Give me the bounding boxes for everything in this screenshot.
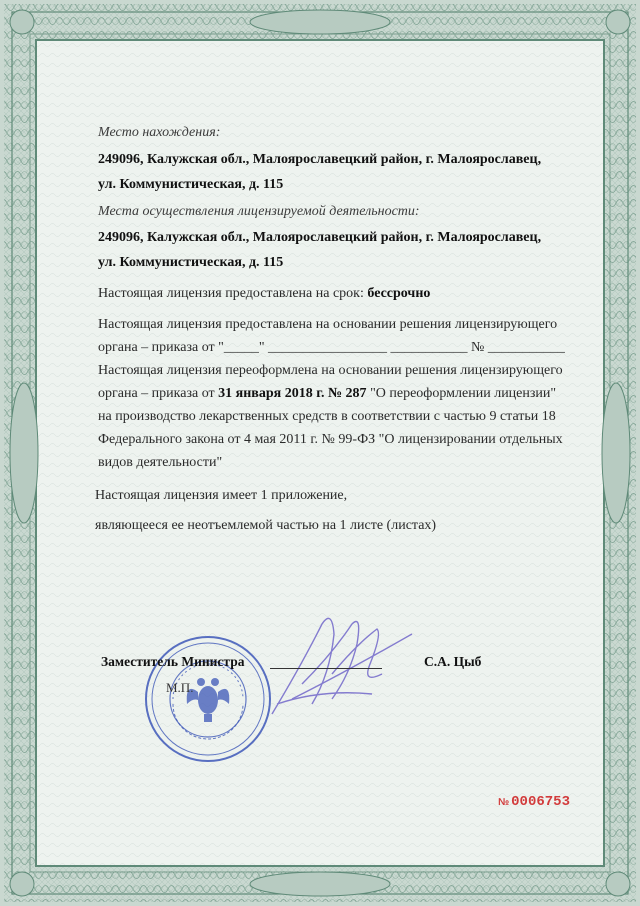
- number-sign: №: [498, 797, 510, 808]
- signature-line: [270, 668, 382, 669]
- serial-number: [498, 794, 570, 810]
- activity-line-2: ул. Коммунистическая, д. 115: [98, 255, 284, 270]
- reissue-order-date: 31 января 2018 г. № 287: [218, 386, 367, 401]
- basis-line-1: Настоящая лицензия предоставлена на основании решения лицензирующего: [98, 317, 558, 332]
- reissue-line-5: видов деятельности": [98, 455, 223, 470]
- reissue-line-1: Настоящая лицензия переоформлена на основании решения лицензирующего: [98, 363, 563, 378]
- seal-place-label: М.П.: [166, 680, 194, 695]
- serial-value: 0006753: [511, 794, 570, 810]
- basis-line-2: органа – приказа от "_____" _________________ ___________ № ___________: [98, 340, 565, 355]
- term-text: Настоящая лицензия предоставлена на срок:: [98, 286, 364, 301]
- reissue-line-3: на производство лекарственных средств в соответствии с частью 9 статьи 18: [98, 409, 556, 424]
- activity-label: Места осуществления лицензируемой деятельности:: [98, 204, 420, 219]
- reissue-line-4: Федерального закона от 4 мая 2011 г. № 99-ФЗ "О лицензировании отдельных: [98, 432, 563, 447]
- reissue-order-title: "О переоформлении лицензии": [370, 386, 557, 401]
- signatory-position: Заместитель Министра: [101, 654, 245, 669]
- reissue-order-prefix: органа – приказа от: [98, 386, 215, 401]
- appendix-line-2: являющееся ее неотъемлемой частью на 1 листе (листах): [95, 518, 437, 533]
- signatory-name: С.А. Цыб: [424, 654, 482, 669]
- location-line-2: ул. Коммунистическая, д. 115: [98, 177, 284, 192]
- term-value: бессрочно: [367, 286, 431, 301]
- location-label: Место нахождения:: [98, 125, 221, 140]
- appendix-line-1: Настоящая лицензия имеет 1 приложение,: [95, 488, 348, 503]
- reissue-line-2: [98, 385, 556, 402]
- activity-line-1: 249096, Калужская обл., Малоярославецкий район, г. Малоярославец,: [98, 230, 542, 245]
- location-line-1: 249096, Калужская обл., Малоярославецкий район, г. Малоярославец,: [98, 152, 542, 167]
- handwritten-signature: [262, 604, 432, 724]
- term-line: [98, 285, 430, 302]
